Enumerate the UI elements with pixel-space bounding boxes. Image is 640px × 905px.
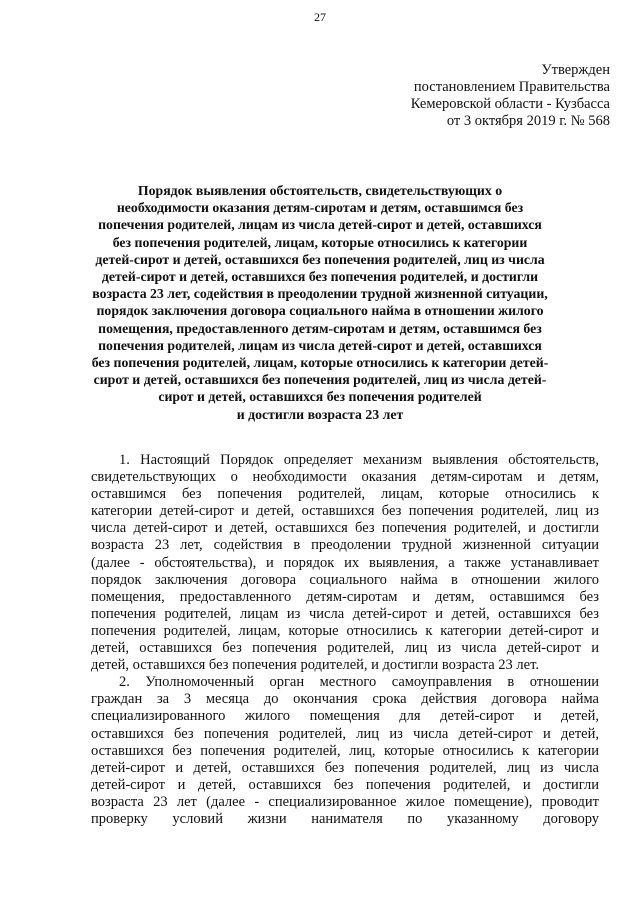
title-line: Порядок выявления обстоятельств, свидетельствующих о [137,183,503,198]
approval-block [370,62,610,130]
paragraph-line: числа детей-сирот и детей, оставшихся без попечения родителей, и достигли [91,520,599,537]
paragraph-line: 1. Настоящий Порядок определяет механизм выявления обстоятельств, [119,452,599,468]
paragraph-1 [91,452,599,674]
paragraph-line: возраста 23 лет (далее - специализированное жилое помещение), проводит [91,793,599,810]
title-line: необходимости оказания детям-сиротам и детям, оставшимся без [116,200,524,216]
title-line: возраста 23 лет, содействия в преодолении трудной жизненной ситуации, [92,286,548,302]
title-line: детей-сирот и детей, оставшихся без попечения родителей, и достигли [101,269,539,285]
paragraph-line: порядок заключения договора социального найма в отношении жилого [91,571,599,588]
title-line: попечения родителей, лицам из числа детей-сирот и детей, оставшихся [98,217,542,233]
document-body [91,452,599,828]
paragraph-2 [91,674,599,828]
paragraph-line: 2. Уполномоченный орган местного самоуправления в отношении [119,674,599,691]
paragraph-line: оставшихся без попечения родителей, лиц, которые относились к категории [91,742,599,759]
paragraph-line: попечения родителей, лицам из числа детей-сирот и детей, оставшихся без [91,605,599,622]
approval-line: Утвержден [541,62,610,78]
paragraph-line: (далее - обстоятельства), и порядок их выявления, а также устанавливает [91,554,599,571]
title-line: детей-сирот и детей, оставшихся без попечения родителей, лиц из числа [95,251,545,267]
paragraph-line: помещения, предоставленного детям-сиротам и детям, оставшимся без [91,588,599,605]
paragraph-line: специализированного жилого помещения для детей-сирот и детей, [91,708,599,725]
document-title [86,182,554,423]
approval-line: постановлением Правительства [413,79,610,95]
title-line: порядок заключения договора социального найма в отношении жилого [96,303,544,319]
title-line: и достигли возраста 23 лет [236,406,404,422]
paragraph-line: детей, оставшихся без попечения родителей, и достигли возраста 23 лет. [91,657,539,674]
paragraph-line: граждан за 3 месяца до окончания срока действия договора найма [91,691,599,708]
paragraph-line: детей-сирот и детей, оставшихся без попечения родителей, и достигли [91,776,599,793]
paragraph-line: категории детей-сирот и детей, оставшихся без попечения родителей, лиц из [91,503,599,520]
paragraph-line: свидетельствующих о необходимости оказания детям-сиротам и детям, [91,469,599,486]
title-line: помещения, предоставленного детям-сиротам и детям, оставшимся без [98,320,542,336]
title-line: попечения родителей, лицам из числа детей-сирот и детей, оставшихся [98,337,542,353]
paragraph-line: проверку условий жизни нанимателя по указанному договору [91,810,599,827]
paragraph-line: оставшихся без попечения родителей, лиц из числа детей-сирот и детей, [91,725,599,742]
title-line: без попечения родителей, лицам, которые относились к категории [112,234,528,250]
paragraph-line: возраста 23 лет, содействия в преодолении трудной жизненной ситуации [91,537,599,554]
title-line: сирот и детей, оставшихся без попечения родителей, лиц из числа детей- [93,372,547,388]
page-number: 27 [314,10,326,24]
paragraph-line: оставшимся без попечения родителей, лицам, которые относились к [91,486,599,503]
paragraph-line: попечения родителей, лицам, которые относились к категории детей-сирот и [91,622,599,639]
approval-line: от 3 октября 2019 г. № 568 [446,113,610,129]
title-line: без попечения родителей, лицам, которые относились к категории детей- [91,355,549,371]
paragraph-line: детей-сирот и детей, оставшихся без попечения родителей, лиц из числа [91,759,599,776]
title-line: сирот и детей, оставшихся без попечения родителей [158,389,482,405]
approval-line: Кемеровской области - Кузбасса [410,96,610,112]
paragraph-line: детей, оставшихся без попечения родителей, лиц из числа детей-сирот и [91,640,599,657]
